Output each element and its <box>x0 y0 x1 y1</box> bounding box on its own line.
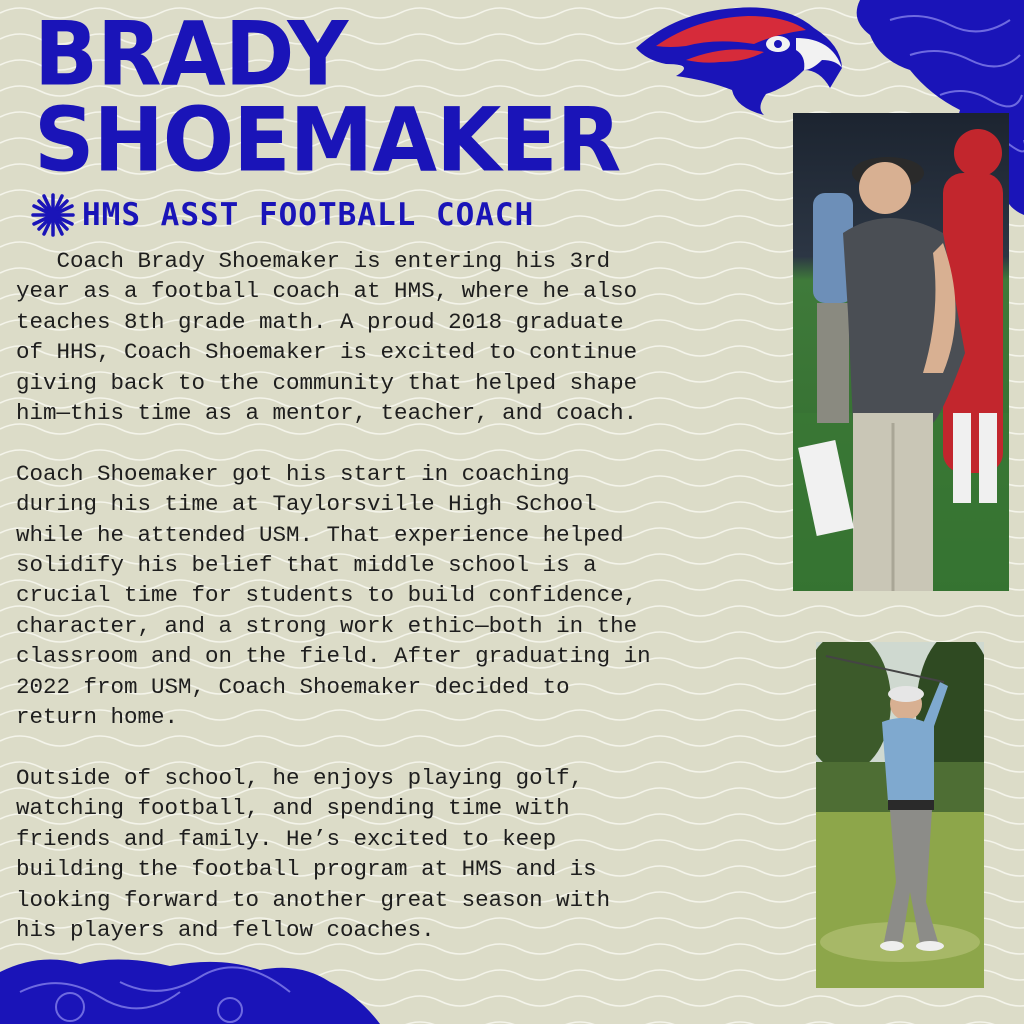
bio-paragraph-2: Coach Shoemaker got his start in coaching during his time at Taylorsville High School while he attended USM. That experience helped solidify his belief that middle school is a crucial time for students to build confidence, character, and a strong work ethic—both in the classroom and on the field. After graduating in 2022 from USM, Coach Shoemaker decided to return home. <box>16 460 651 731</box>
decorative-blob-bottom-left <box>0 952 380 1024</box>
hawk-head-icon <box>636 0 846 115</box>
starburst-icon <box>30 192 76 238</box>
bio-paragraph-1: Coach Brady Shoemaker is entering his 3rd year as a football coach at HMS, where he also teaches 8th grade math. A proud 2018 graduate of HHS, Coach Shoemaker is excited to continue giving back to the community that helped shape him—this time as a mentor, teacher, and coach. <box>16 248 638 427</box>
role-heading <box>30 190 534 240</box>
bio-text <box>16 246 776 945</box>
role-label: HMS ASST FOOTBALL COACH <box>82 197 535 233</box>
first-name-title: BRADY <box>34 2 348 106</box>
golf-swing-photo <box>816 642 984 988</box>
bio-paragraph-3: Outside of school, he enjoys playing golf, watching football, and spending time with friends and family. He’s excited to keep building the football program at HMS and is looking forward to another great season with his players and fellow coaches. <box>16 764 611 943</box>
coach-sideline-photo <box>793 113 1009 591</box>
last-name-title: SHOEMAKER <box>34 88 621 192</box>
